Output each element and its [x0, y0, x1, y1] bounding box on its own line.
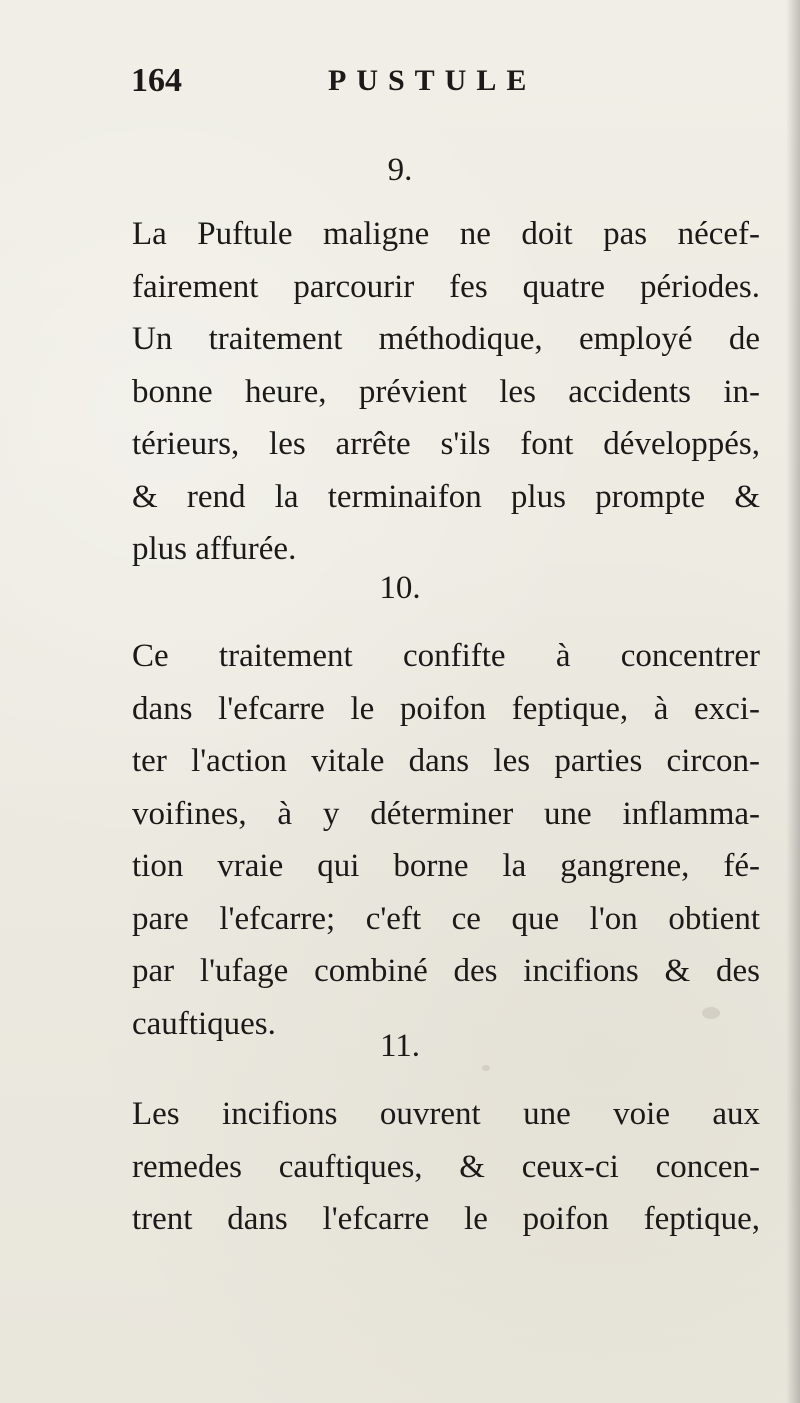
text-line: cauftiques.	[132, 1005, 276, 1042]
paragraph-section-10	[132, 630, 760, 1050]
text-line: tion vraie qui borne la gangrene, fé-	[132, 848, 760, 884]
text-line: ter l'action vitale dans les parties circon-	[132, 743, 760, 779]
text-line: térieurs, les arrête s'ils font développés,	[132, 426, 760, 462]
text-line: bonne heure, prévient les accidents in-	[132, 373, 760, 410]
section-number-11: 11.	[379, 1028, 421, 1064]
paragraph-section-9	[132, 208, 760, 576]
text-line: fairement parcourir fes quatre périodes.	[132, 268, 760, 305]
text-line: Ce traitement confifte à concentrer	[132, 638, 760, 674]
text-line: La Puftule maligne ne doit pas nécef-	[132, 216, 760, 252]
section-number-10: 10.	[379, 570, 421, 606]
text-line: Les incifions ouvrent une voie aux	[132, 1096, 760, 1132]
page-number: 164	[131, 62, 182, 99]
running-head: PUSTULE	[328, 64, 537, 97]
page-edge-shadow	[786, 0, 800, 1403]
text-line: par l'ufage combiné des incifions & des	[132, 953, 760, 989]
page-header	[131, 56, 691, 116]
text-line: voifines, à y déterminer une inflamma-	[132, 795, 760, 832]
text-line: Un traitement méthodique, employé de	[132, 321, 760, 357]
section-number-9: 9.	[387, 152, 413, 188]
text-line: dans l'efcarre le poifon feptique, à exci-	[132, 690, 760, 727]
paper-spot	[482, 1065, 490, 1071]
paragraph-section-11	[132, 1088, 760, 1246]
text-line: pare l'efcarre; c'eft ce que l'on obtient	[132, 900, 760, 937]
text-line: remedes cauftiques, & ceux-ci concen-	[132, 1148, 760, 1185]
text-line: trent dans l'efcarre le poifon feptique,	[132, 1201, 760, 1237]
text-line: & rend la terminaifon plus prompte &	[132, 478, 760, 515]
text-line: plus affurée.	[132, 531, 297, 567]
